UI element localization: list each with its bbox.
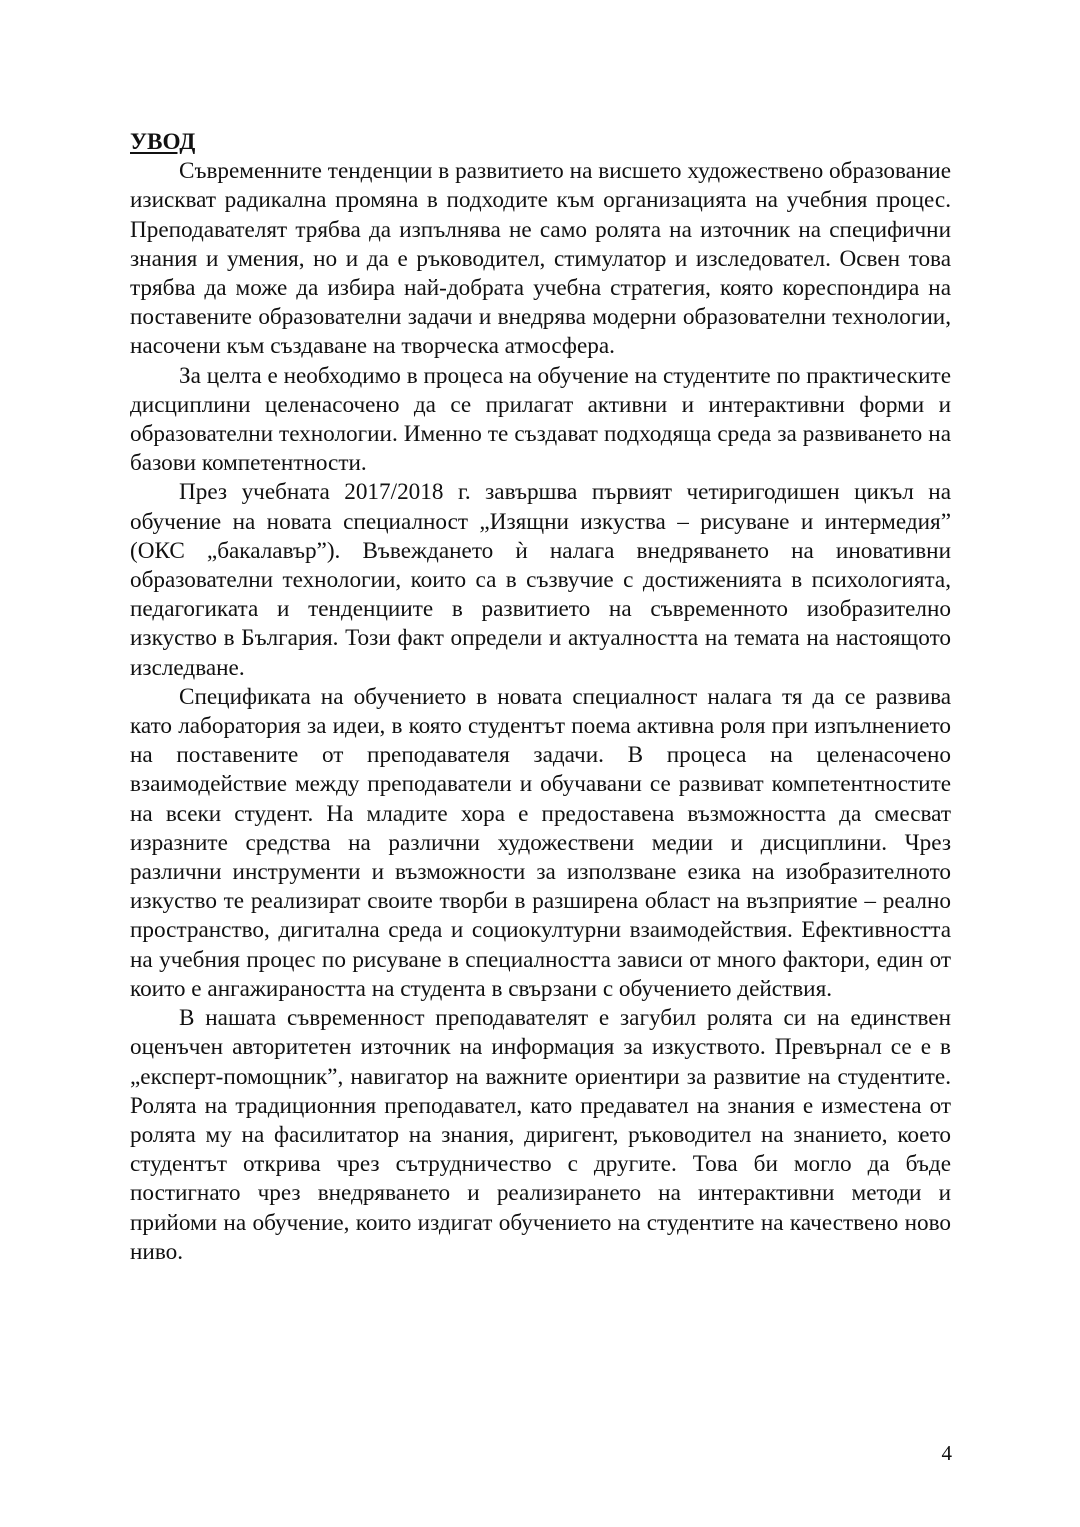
paragraph-5: В нашата съвременност преподавателят е загубил ролята си на единствен оценъчен авторитетен източник на информация за изкуството. Превърнал се е в „експерт-помощник”, навигатор на важните ориентири за развитие на студентите. Ролята на традиционния преподавател, като предавател на знания е изместена от ролята му на фасилитатор на знания, диригент, ръководител на знанието, което студентът открива чрез сътрудничество с другите. Това би могло да бъде постигнато чрез внедряването и реализирането на интерактивни методи и прийоми на обучение, които издигат обучението на студентите на качествено ново ниво. bbox=[130, 1005, 951, 1265]
paragraph-4: Спецификата на обучението в новата специалност налага тя да се развива като лаборатория за идеи, в която студентът поема активна роля при изпълнението на поставените от преподавателя задачи. В процеса на целенасочено взаимодействие между преподаватели и обучавани се развиват компетентностите на всеки студент. На младите хора е предоставена възможността да смесват изразните средства на различни художествени медии и дисциплини. Чрез различни инструменти и възможности за използване езика на изобразителното изкуство те реализират своите творби в разширена област на възприятие – реално пространство, дигитална среда и социокултурни взаимодействия. Ефективността на учебния процес по рисуване в специалността зависи от много фактори, един от които е ангажираността на студента в свързани с обучението действия. bbox=[130, 683, 951, 1002]
document-body bbox=[130, 128, 951, 1267]
paragraph-3: През учебната 2017/2018 г. завършва първият четиригодишен цикъл на обучение на новата специалност „Изящни изкуства – рисуване и интермедия” (ОКС „бакалавър”). Въвеждането ѝ налага внедряването на иновативни образователни технологии, които са в съзвучие с достиженията в психологията, педагогиката и тенденциите в развитието на съвременното изобразително изкуство в България. Този факт определи и актуалността на темата на настоящото изследване. bbox=[130, 479, 951, 681]
page-number: 4 bbox=[941, 1441, 952, 1465]
section-heading: УВОД bbox=[130, 129, 196, 155]
paragraph-1: Съвременните тенденции в развитието на висшето художествено образование изискват радикална промяна в подходите към организацията на учебния процес. Преподавателят трябва да изпълнява не само ролята на източник на специфични знания и умения, но и да е ръководител, стимулатор и изследовател. Освен това трябва да може да избира най-добрата учебна стратегия, която кореспондира на поставените образователни задачи и внедрява модерни образователни технологии, насочени към създаване на творческа атмосфера. bbox=[130, 158, 951, 360]
paragraph-2: За целта е необходимо в процеса на обучение на студентите по практическите дисциплини целенасочено да се прилагат активни и интерактивни форми и образователни технологии. Именно те създават подходяща среда за развиването на базови компетентности. bbox=[130, 362, 951, 477]
